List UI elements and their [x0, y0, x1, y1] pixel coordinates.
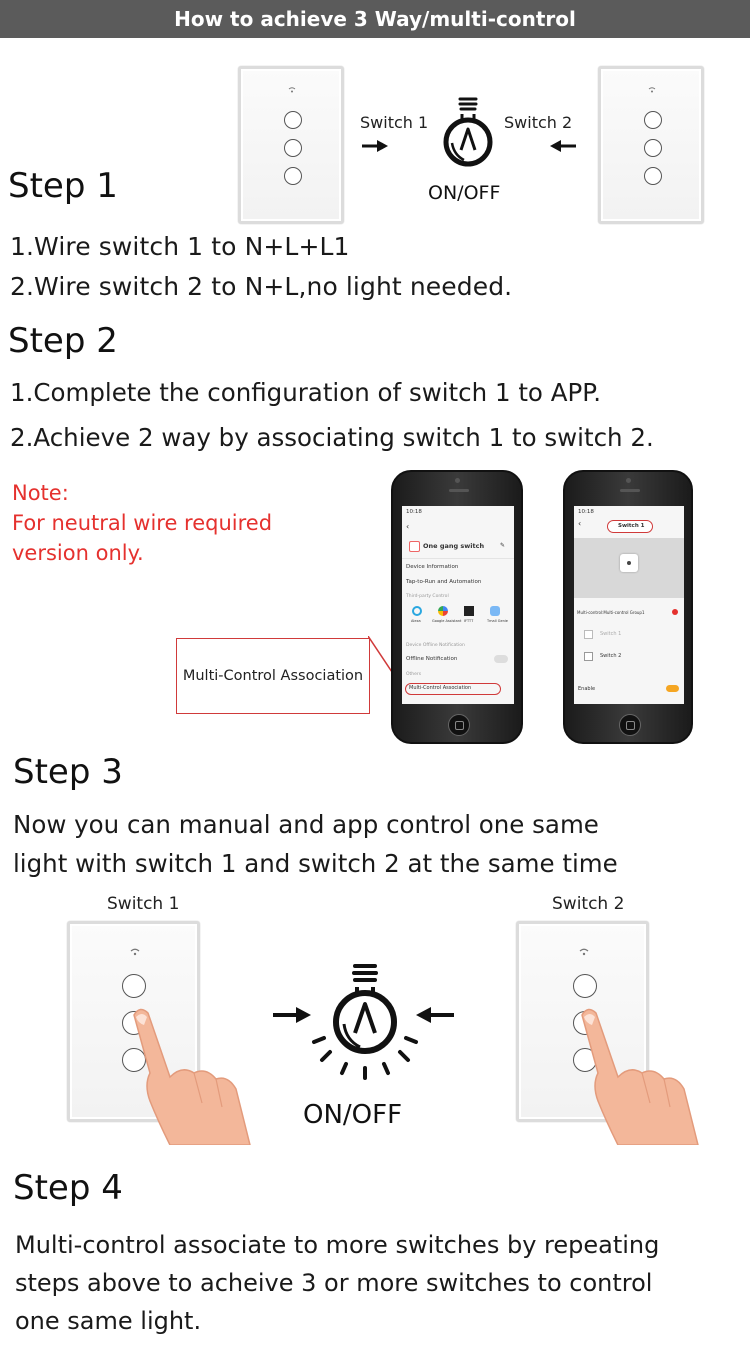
note-label: Note: — [12, 481, 69, 505]
device-icon — [409, 541, 420, 552]
step4-line-2: steps above to acheive 3 or more switches to control — [15, 1269, 653, 1297]
section-others: Others — [406, 672, 422, 677]
service-alexa: Alexa — [411, 619, 421, 623]
switch2-row-label: Switch 2 — [600, 653, 622, 659]
step2-line-2: 2.Achieve 2 way by associating switch 1 to switch 2. — [10, 423, 654, 452]
step4-line-1: Multi-control associate to more switches by repeating — [15, 1231, 660, 1259]
step3-onoff-label: ON/OFF — [303, 1100, 403, 1130]
wifi-icon — [130, 948, 140, 956]
switch-tab-label: Switch 1 — [618, 523, 645, 529]
note-line-1: For neutral wire required — [12, 511, 273, 535]
step3-line-1: Now you can manual and app control one same — [13, 810, 599, 839]
switch2-row-icon — [584, 652, 593, 661]
diagram-switch1-label: Switch 1 — [360, 113, 429, 132]
step4-line-3: one same light. — [15, 1307, 202, 1335]
switch1-row-icon — [584, 630, 593, 639]
touch-button-3 — [284, 167, 302, 185]
right-arrow-icon — [362, 140, 388, 152]
step1-line-2: 2.Wire switch 2 to N+L,no light needed. — [10, 272, 513, 301]
enable-toggle — [666, 685, 679, 692]
touch-button-1 — [122, 974, 146, 998]
phone-1 — [391, 470, 523, 744]
multi-control-callout: Multi-Control Association — [176, 638, 370, 714]
switch1-row-label: Switch 1 — [600, 631, 622, 637]
status-time: 10:18 — [578, 509, 594, 515]
step1-line-1: 1.Wire switch 1 to N+L+L1 — [10, 232, 350, 261]
light-bulb-icon — [440, 95, 496, 171]
wifi-icon — [579, 948, 589, 956]
edit-icon: ✎ — [500, 542, 506, 549]
touch-button-1 — [644, 111, 662, 129]
row-multi-control: Multi-Control Association — [409, 685, 472, 691]
phone-1-screen — [402, 506, 514, 704]
glowing-bulb-icon — [300, 960, 430, 1088]
row-device-info: Device Information — [406, 564, 459, 570]
service-ifttt: IFTTT — [464, 619, 474, 623]
diagram-onoff-label: ON/OFF — [428, 182, 501, 204]
phone-speaker — [449, 489, 469, 492]
enable-label: Enable — [578, 686, 596, 692]
row-third-party: Third-party Control — [406, 594, 449, 599]
phone-camera — [455, 478, 460, 483]
touch-button-1 — [284, 111, 302, 129]
step2-line-1: 1.Complete the configuration of switch 1 to APP. — [10, 378, 601, 407]
tmall-icon — [490, 606, 500, 616]
ifttt-icon — [464, 606, 474, 616]
section-offline: Device Offline Notification — [406, 643, 465, 648]
step3-switch1-label: Switch 1 — [107, 894, 180, 914]
back-chevron-icon: ‹ — [406, 522, 410, 531]
row-offline-notification: Offline Notification — [406, 656, 458, 662]
step3-line-2: light with switch 1 and switch 2 at the same time — [13, 849, 618, 878]
remove-group-icon — [672, 609, 678, 615]
status-time: 10:18 — [406, 509, 422, 515]
alexa-icon — [412, 606, 422, 616]
finger-press-icon — [120, 1003, 252, 1145]
touch-button-1 — [573, 974, 597, 998]
wifi-icon — [648, 87, 656, 93]
back-chevron-icon: ‹ — [578, 519, 582, 528]
page-banner: How to achieve 3 Way/multi-control — [0, 0, 750, 38]
phone-2 — [563, 470, 693, 744]
phone-camera — [626, 478, 631, 483]
step3-title: Step 3 — [13, 752, 123, 792]
phone-2-screen — [574, 506, 684, 704]
step1-title: Step 1 — [8, 166, 118, 206]
step4-title: Step 4 — [13, 1168, 123, 1208]
home-button — [448, 714, 470, 736]
touch-button-3 — [644, 167, 662, 185]
switch-panel-2 — [598, 66, 704, 224]
step2-title: Step 2 — [8, 321, 118, 361]
touch-button-2 — [644, 139, 662, 157]
offline-toggle — [494, 655, 508, 663]
finger-press-icon — [568, 1003, 700, 1145]
service-tmall: Tmall Genie — [487, 619, 508, 623]
home-button — [619, 714, 641, 736]
left-arrow-icon — [550, 140, 576, 152]
google-assistant-icon — [438, 606, 448, 616]
step3-switch2-label: Switch 2 — [552, 894, 625, 914]
device-title: One gang switch — [423, 542, 485, 550]
switch-preview-dot — [627, 561, 631, 565]
note-line-2: version only. — [12, 541, 144, 565]
diagram-switch2-label: Switch 2 — [504, 113, 573, 132]
group-label: Multi-control:Multi-control Group1 — [577, 610, 645, 615]
wifi-icon — [288, 87, 296, 93]
touch-button-2 — [284, 139, 302, 157]
switch-panel-1 — [238, 66, 344, 224]
service-google: Google Assistant — [432, 619, 462, 623]
phone-speaker — [620, 489, 640, 492]
row-tap-to-run: Tap-to-Run and Automation — [406, 579, 482, 585]
